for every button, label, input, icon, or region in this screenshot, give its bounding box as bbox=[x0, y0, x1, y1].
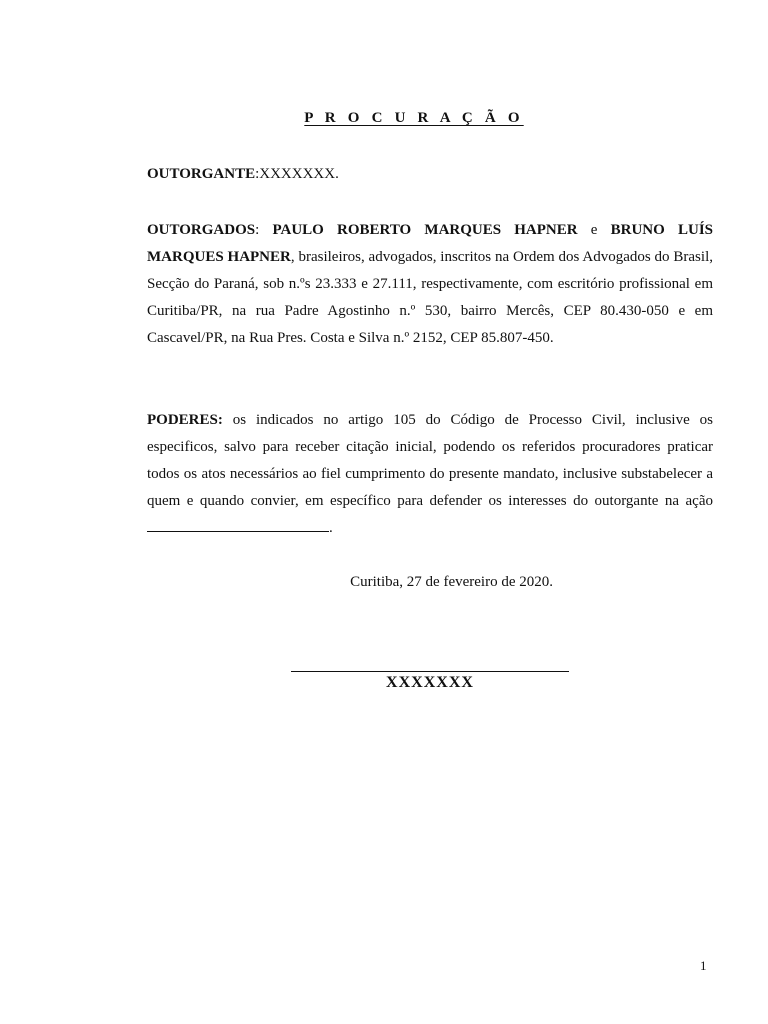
poderes-paragraph bbox=[147, 407, 713, 542]
document-title: P R O C U R A Ç Ã O bbox=[304, 110, 524, 126]
outorgante-line bbox=[147, 164, 339, 184]
outorgados-text: , brasileiros, advogados, inscritos na Ordem dos Advogados do Brasil, Secção do Paraná, sob n.ºs 23.333 e 27.111, respectivamente, com escritório profissional em Curitiba/PR, na rua Padre Agostinho n.º 530, bairro Mercês, CEP 80.430-050 e em Cascavel/PR, na Rua Pres. Costa e Silva n.º 2152, CEP 85.807-450. bbox=[147, 249, 713, 346]
outorgado-name-1: PAULO ROBERTO MARQUES HAPNER bbox=[272, 222, 578, 238]
outorgado-name-2: BRUNO LUÍS MARQUES HAPNER bbox=[147, 222, 713, 265]
page-number: 1 bbox=[700, 958, 707, 973]
acao-blank-line bbox=[147, 519, 329, 532]
poderes-text: os indicados no artigo 105 do Código de Processo Civil, inclusive os especificos, salvo para receber citação inicial, podendo os referidos procuradores praticar todos os atos necessários ao fiel cumprimento do presente mandato, inclusive substabelecer a quem e quando convier, em específico para defender os interesses do outorgante na ação bbox=[147, 412, 713, 509]
date-line: Curitiba, 27 de fevereiro de 2020. bbox=[350, 574, 553, 590]
poderes-end: . bbox=[329, 520, 333, 536]
outorgante-value: :XXXXXXX. bbox=[255, 166, 339, 182]
poderes-label: PODERES: bbox=[147, 412, 223, 428]
outorgados-label: OUTORGADOS bbox=[147, 222, 256, 238]
signature-name: XXXXXXX bbox=[386, 674, 474, 691]
signature-line bbox=[291, 671, 569, 672]
outorgados-paragraph bbox=[147, 217, 713, 352]
outorgante-label: OUTORGANTE bbox=[147, 166, 256, 182]
outorgados-conjunction: e bbox=[577, 222, 611, 238]
outorgados-separator: : bbox=[255, 222, 273, 238]
